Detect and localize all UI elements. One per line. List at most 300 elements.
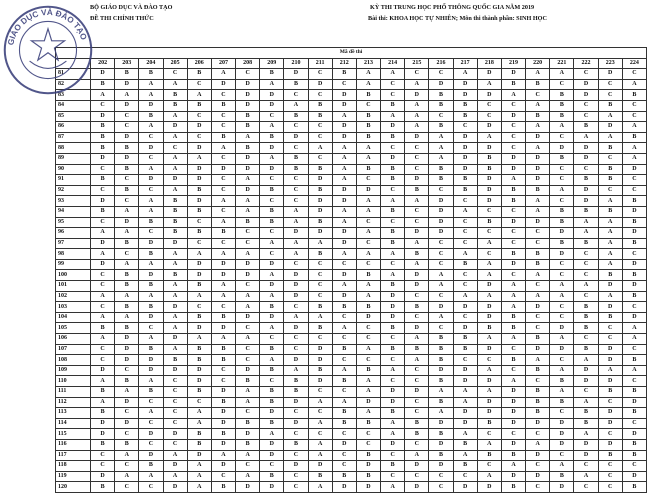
answer-cell: C bbox=[598, 397, 622, 408]
table-row bbox=[56, 312, 647, 323]
answer-cell: D bbox=[139, 365, 163, 376]
answer-cell: B bbox=[381, 238, 405, 249]
answer-cell: A bbox=[477, 471, 501, 482]
answer-cell: B bbox=[501, 196, 525, 207]
answer-cell: D bbox=[187, 365, 211, 376]
answer-cell: C bbox=[574, 482, 598, 493]
answer-cell: B bbox=[574, 238, 598, 249]
answer-cell: D bbox=[236, 482, 260, 493]
answer-cell: B bbox=[622, 238, 646, 249]
answer-cell: A bbox=[163, 312, 187, 323]
answer-cell: C bbox=[139, 228, 163, 239]
answer-cell: B bbox=[381, 175, 405, 186]
answer-cell: A bbox=[236, 397, 260, 408]
exam-code-header: 215 bbox=[405, 58, 429, 69]
answer-cell: A bbox=[526, 122, 550, 133]
answer-cell: C bbox=[187, 217, 211, 228]
answer-cell: C bbox=[356, 238, 380, 249]
answer-cell: D bbox=[453, 143, 477, 154]
answer-cell: A bbox=[236, 387, 260, 398]
answer-cell: D bbox=[381, 312, 405, 323]
answer-cell: D bbox=[477, 408, 501, 419]
question-number: 84 bbox=[56, 100, 91, 111]
answer-cell: A bbox=[550, 69, 574, 80]
answer-cell: B bbox=[622, 482, 646, 493]
answer-cell: B bbox=[622, 270, 646, 281]
answer-cell: B bbox=[236, 418, 260, 429]
answer-cell: A bbox=[163, 132, 187, 143]
answer-cell: A bbox=[236, 206, 260, 217]
answer-cell: B bbox=[598, 100, 622, 111]
answer-cell: C bbox=[550, 164, 574, 175]
answer-cell: A bbox=[115, 259, 139, 270]
answer-cell: B bbox=[187, 387, 211, 398]
answer-cell: A bbox=[284, 365, 308, 376]
answer-cell: B bbox=[356, 132, 380, 143]
answer-cell: C bbox=[332, 450, 356, 461]
answer-cell: C bbox=[501, 100, 525, 111]
answer-cell: D bbox=[332, 291, 356, 302]
answer-cell: D bbox=[622, 206, 646, 217]
answer-cell: D bbox=[91, 111, 115, 122]
answer-cell: C bbox=[308, 334, 332, 345]
answer-cell: D bbox=[453, 79, 477, 90]
answer-cell: D bbox=[526, 175, 550, 186]
table-row bbox=[56, 228, 647, 239]
answer-cell: D bbox=[115, 132, 139, 143]
answer-cell: B bbox=[622, 291, 646, 302]
answer-cell: B bbox=[139, 69, 163, 80]
answer-cell: C bbox=[260, 376, 284, 387]
exam-code-header: 220 bbox=[526, 58, 550, 69]
answer-cell: A bbox=[260, 153, 284, 164]
table-row bbox=[56, 323, 647, 334]
exam-code-header: 212 bbox=[332, 58, 356, 69]
answer-cell: C bbox=[477, 111, 501, 122]
answer-cell: A bbox=[501, 334, 525, 345]
answer-cell: A bbox=[405, 334, 429, 345]
answer-cell: D bbox=[501, 387, 525, 398]
answer-cell: C bbox=[429, 259, 453, 270]
answer-cell: A bbox=[260, 323, 284, 334]
answer-cell: C bbox=[381, 471, 405, 482]
answer-cell: C bbox=[453, 217, 477, 228]
answer-cell: B bbox=[139, 461, 163, 472]
answer-cell: B bbox=[550, 238, 574, 249]
answer-cell: D bbox=[574, 196, 598, 207]
answer-cell: C bbox=[284, 450, 308, 461]
answer-cell: B bbox=[187, 439, 211, 450]
exam-code-header: 221 bbox=[550, 58, 574, 69]
answer-cell: C bbox=[308, 429, 332, 440]
answer-cell: B bbox=[139, 281, 163, 292]
answer-cell: D bbox=[550, 143, 574, 154]
answer-cell: C bbox=[284, 122, 308, 133]
answer-cell: D bbox=[332, 132, 356, 143]
answer-cell: A bbox=[356, 153, 380, 164]
exam-code-header: 211 bbox=[308, 58, 332, 69]
answer-cell: A bbox=[115, 471, 139, 482]
answer-cell: C bbox=[453, 471, 477, 482]
answer-cell: A bbox=[308, 418, 332, 429]
answer-cell: C bbox=[356, 323, 380, 334]
answer-cell: A bbox=[477, 387, 501, 398]
answer-cell: D bbox=[453, 408, 477, 419]
answer-cell: A bbox=[501, 175, 525, 186]
answer-cell: B bbox=[598, 270, 622, 281]
answer-cell: B bbox=[332, 302, 356, 313]
answer-cell: C bbox=[260, 175, 284, 186]
answer-cell: D bbox=[574, 153, 598, 164]
answer-cell: C bbox=[550, 132, 574, 143]
exam-subject: Bài thi: KHOA HỌC TỰ NHIÊN; Môn thi thành phần: SINH HỌC bbox=[368, 15, 547, 22]
table-group-header-row bbox=[56, 48, 647, 59]
answer-cell: B bbox=[260, 217, 284, 228]
answer-cell: B bbox=[91, 206, 115, 217]
exam-code-header: 204 bbox=[139, 58, 163, 69]
answer-cell: D bbox=[308, 228, 332, 239]
answer-cell: B bbox=[429, 450, 453, 461]
answer-cell: A bbox=[139, 122, 163, 133]
answer-cell: A bbox=[477, 365, 501, 376]
answer-cell: A bbox=[622, 365, 646, 376]
answer-cell: B bbox=[236, 217, 260, 228]
answer-cell: C bbox=[284, 196, 308, 207]
answer-cell: A bbox=[236, 302, 260, 313]
answer-cell: D bbox=[211, 79, 235, 90]
answer-cell: B bbox=[405, 249, 429, 260]
answer-cell: A bbox=[236, 334, 260, 345]
answer-cell: B bbox=[622, 450, 646, 461]
answer-cell: B bbox=[526, 397, 550, 408]
answer-cell: C bbox=[211, 302, 235, 313]
answer-cell: C bbox=[429, 238, 453, 249]
answer-cell: A bbox=[332, 111, 356, 122]
answer-cell: A bbox=[526, 196, 550, 207]
answer-cell: C bbox=[211, 238, 235, 249]
table-row bbox=[56, 164, 647, 175]
answer-cell: A bbox=[622, 122, 646, 133]
answer-cell: A bbox=[115, 450, 139, 461]
answer-cell: D bbox=[163, 482, 187, 493]
answer-cell: C bbox=[526, 461, 550, 472]
answer-cell: D bbox=[236, 185, 260, 196]
answer-cell: D bbox=[501, 153, 525, 164]
answer-cell: D bbox=[284, 291, 308, 302]
answer-cell: C bbox=[381, 334, 405, 345]
answer-cell: C bbox=[622, 344, 646, 355]
answer-cell: C bbox=[598, 461, 622, 472]
answer-cell: C bbox=[284, 175, 308, 186]
answer-cell: D bbox=[381, 291, 405, 302]
answer-cell: D bbox=[236, 79, 260, 90]
answer-cell: B bbox=[429, 100, 453, 111]
answer-cell: D bbox=[526, 418, 550, 429]
answer-cell: B bbox=[550, 206, 574, 217]
answer-cell: D bbox=[91, 429, 115, 440]
answer-cell: B bbox=[501, 249, 525, 260]
answer-cell: B bbox=[211, 429, 235, 440]
question-number: 89 bbox=[56, 153, 91, 164]
answer-cell: B bbox=[187, 355, 211, 366]
question-number: 106 bbox=[56, 334, 91, 345]
table-row bbox=[56, 471, 647, 482]
answer-cell: B bbox=[550, 90, 574, 101]
answer-cell: C bbox=[429, 323, 453, 334]
answer-cell: C bbox=[308, 259, 332, 270]
answer-cell: A bbox=[598, 249, 622, 260]
answer-cell: A bbox=[211, 334, 235, 345]
answer-cell: C bbox=[115, 196, 139, 207]
answer-cell: A bbox=[477, 439, 501, 450]
answer-cell: D bbox=[501, 164, 525, 175]
answer-cell: C bbox=[236, 323, 260, 334]
answer-cell: D bbox=[429, 365, 453, 376]
answer-cell: C bbox=[622, 418, 646, 429]
answer-cell: A bbox=[284, 100, 308, 111]
answer-cell: A bbox=[405, 79, 429, 90]
answer-cell: B bbox=[163, 90, 187, 101]
question-number: 99 bbox=[56, 259, 91, 270]
answer-cell: D bbox=[501, 111, 525, 122]
answer-cell: C bbox=[115, 429, 139, 440]
answer-cell: D bbox=[91, 238, 115, 249]
table-row bbox=[56, 238, 647, 249]
answer-cell: B bbox=[163, 217, 187, 228]
answer-cell: C bbox=[501, 206, 525, 217]
question-number: 120 bbox=[56, 482, 91, 493]
answer-cell: B bbox=[260, 387, 284, 398]
answer-cell: B bbox=[381, 461, 405, 472]
question-number: 117 bbox=[56, 450, 91, 461]
answer-cell: D bbox=[622, 259, 646, 270]
table-row bbox=[56, 217, 647, 228]
answer-cell: A bbox=[115, 228, 139, 239]
answer-cell: D bbox=[211, 323, 235, 334]
answer-cell: B bbox=[284, 111, 308, 122]
answer-cell: D bbox=[236, 100, 260, 111]
answer-cell: A bbox=[139, 90, 163, 101]
answer-cell: A bbox=[211, 196, 235, 207]
answer-cell: D bbox=[115, 100, 139, 111]
answer-cell: B bbox=[405, 418, 429, 429]
answer-cell: A bbox=[163, 259, 187, 270]
answer-cell: D bbox=[163, 429, 187, 440]
answer-cell: B bbox=[429, 175, 453, 186]
answer-cell: C bbox=[139, 132, 163, 143]
answer-cell: A bbox=[139, 206, 163, 217]
answer-cell: C bbox=[356, 100, 380, 111]
answer-cell: B bbox=[163, 196, 187, 207]
answer-cell: D bbox=[236, 365, 260, 376]
answer-cell: B bbox=[453, 461, 477, 472]
exam-code-header: 214 bbox=[381, 58, 405, 69]
answer-cell: D bbox=[477, 90, 501, 101]
answer-cell: C bbox=[284, 482, 308, 493]
answer-cell: B bbox=[550, 100, 574, 111]
answer-cell: A bbox=[381, 111, 405, 122]
answer-cell: C bbox=[405, 291, 429, 302]
answer-cell: B bbox=[115, 143, 139, 154]
answer-cell: A bbox=[381, 429, 405, 440]
answer-cell: C bbox=[260, 249, 284, 260]
answer-cell: D bbox=[211, 387, 235, 398]
answer-cell: D bbox=[356, 397, 380, 408]
answer-cell: C bbox=[501, 429, 525, 440]
answer-cell: B bbox=[501, 355, 525, 366]
answer-cell: B bbox=[526, 365, 550, 376]
ministry-name: BỘ GIÁO DỤC VÀ ĐÀO TẠO bbox=[90, 4, 173, 11]
answer-cell: A bbox=[211, 249, 235, 260]
answer-cell: C bbox=[91, 302, 115, 313]
answer-cell: A bbox=[91, 291, 115, 302]
table-row bbox=[56, 418, 647, 429]
answer-cell: A bbox=[163, 291, 187, 302]
answer-cell: C bbox=[501, 270, 525, 281]
answer-cell: D bbox=[453, 323, 477, 334]
answer-cell: B bbox=[187, 344, 211, 355]
answer-cell: A bbox=[211, 291, 235, 302]
answer-cell: D bbox=[405, 270, 429, 281]
table-row bbox=[56, 387, 647, 398]
answer-cell: D bbox=[381, 153, 405, 164]
answer-cell: B bbox=[187, 206, 211, 217]
answer-cell: C bbox=[550, 196, 574, 207]
answer-cell: A bbox=[429, 132, 453, 143]
answer-cell: A bbox=[115, 387, 139, 398]
answer-cell: B bbox=[308, 185, 332, 196]
answer-cell: A bbox=[622, 153, 646, 164]
answer-cell: D bbox=[332, 185, 356, 196]
exam-code-header: 219 bbox=[501, 58, 525, 69]
answer-cell: A bbox=[477, 334, 501, 345]
answer-cell: D bbox=[236, 312, 260, 323]
answer-cell: B bbox=[405, 429, 429, 440]
answer-cell: C bbox=[526, 90, 550, 101]
answer-cell: D bbox=[501, 259, 525, 270]
answer-cell: A bbox=[429, 387, 453, 398]
exam-code-header: 209 bbox=[260, 58, 284, 69]
answer-cell: A bbox=[91, 312, 115, 323]
answer-cell: A bbox=[356, 206, 380, 217]
answer-cell: A bbox=[187, 461, 211, 472]
table-row bbox=[56, 461, 647, 472]
answer-cell: D bbox=[284, 281, 308, 292]
answer-cell: C bbox=[574, 100, 598, 111]
answer-cell: A bbox=[284, 312, 308, 323]
answer-cell: C bbox=[187, 397, 211, 408]
answer-cell: C bbox=[139, 439, 163, 450]
answer-cell: C bbox=[211, 111, 235, 122]
answer-cell: B bbox=[260, 418, 284, 429]
answer-cell: A bbox=[187, 249, 211, 260]
answer-cell: B bbox=[550, 471, 574, 482]
answer-cell: C bbox=[622, 461, 646, 472]
answer-cell: B bbox=[501, 450, 525, 461]
answer-cell: C bbox=[115, 365, 139, 376]
answer-cell: C bbox=[381, 79, 405, 90]
answer-cell: B bbox=[332, 408, 356, 419]
answer-cell: A bbox=[574, 228, 598, 239]
answer-cell: C bbox=[405, 69, 429, 80]
answer-cell: B bbox=[501, 323, 525, 334]
answer-cell: A bbox=[381, 418, 405, 429]
question-number: 87 bbox=[56, 132, 91, 143]
answer-cell: A bbox=[429, 281, 453, 292]
exam-code-header: 210 bbox=[284, 58, 308, 69]
answer-cell: A bbox=[187, 482, 211, 493]
answer-cell: A bbox=[598, 238, 622, 249]
answer-cell: C bbox=[598, 185, 622, 196]
answer-cell: D bbox=[477, 175, 501, 186]
answer-cell: B bbox=[308, 164, 332, 175]
answer-cell: D bbox=[91, 365, 115, 376]
answer-cell: B bbox=[598, 175, 622, 186]
answer-cell: B bbox=[526, 387, 550, 398]
answer-cell: A bbox=[211, 69, 235, 80]
answer-cell: C bbox=[405, 153, 429, 164]
answer-cell: C bbox=[381, 143, 405, 154]
answer-cell: D bbox=[260, 100, 284, 111]
answer-cell: B bbox=[187, 312, 211, 323]
answer-cell: C bbox=[405, 439, 429, 450]
answer-cell: D bbox=[187, 196, 211, 207]
answer-cell: A bbox=[501, 291, 525, 302]
answer-cell: B bbox=[211, 344, 235, 355]
answer-cell: B bbox=[453, 185, 477, 196]
answer-cell: C bbox=[187, 238, 211, 249]
answer-cell: B bbox=[163, 100, 187, 111]
answer-cell: D bbox=[236, 270, 260, 281]
answer-cell: A bbox=[429, 270, 453, 281]
answer-cell: A bbox=[163, 450, 187, 461]
answer-cell: C bbox=[574, 387, 598, 398]
answer-cell: A bbox=[526, 143, 550, 154]
answer-cell: D bbox=[284, 418, 308, 429]
answer-cell: B bbox=[356, 471, 380, 482]
answer-cell: B bbox=[356, 418, 380, 429]
answer-cell: A bbox=[115, 291, 139, 302]
question-column-header bbox=[56, 58, 91, 69]
answer-cell: A bbox=[236, 471, 260, 482]
answer-cell: A bbox=[187, 291, 211, 302]
answer-cell: D bbox=[477, 185, 501, 196]
question-number: 90 bbox=[56, 164, 91, 175]
table-row bbox=[56, 175, 647, 186]
answer-cell: C bbox=[260, 111, 284, 122]
answer-cell: B bbox=[308, 323, 332, 334]
answer-cell: C bbox=[332, 334, 356, 345]
answer-cell: A bbox=[308, 238, 332, 249]
answer-cell: D bbox=[477, 482, 501, 493]
answer-cell: A bbox=[163, 281, 187, 292]
table-row bbox=[56, 439, 647, 450]
answer-cell: C bbox=[211, 376, 235, 387]
table-row bbox=[56, 397, 647, 408]
question-number: 83 bbox=[56, 90, 91, 101]
answer-cell: B bbox=[211, 397, 235, 408]
answer-cell: D bbox=[574, 376, 598, 387]
answer-cell: B bbox=[598, 387, 622, 398]
answer-cell: A bbox=[187, 408, 211, 419]
answer-cell: C bbox=[284, 334, 308, 345]
answer-cell: A bbox=[187, 334, 211, 345]
answer-cell: C bbox=[139, 397, 163, 408]
header-right bbox=[360, 2, 660, 24]
question-number: 86 bbox=[56, 122, 91, 133]
answer-cell: B bbox=[429, 122, 453, 133]
answer-cell: D bbox=[477, 397, 501, 408]
